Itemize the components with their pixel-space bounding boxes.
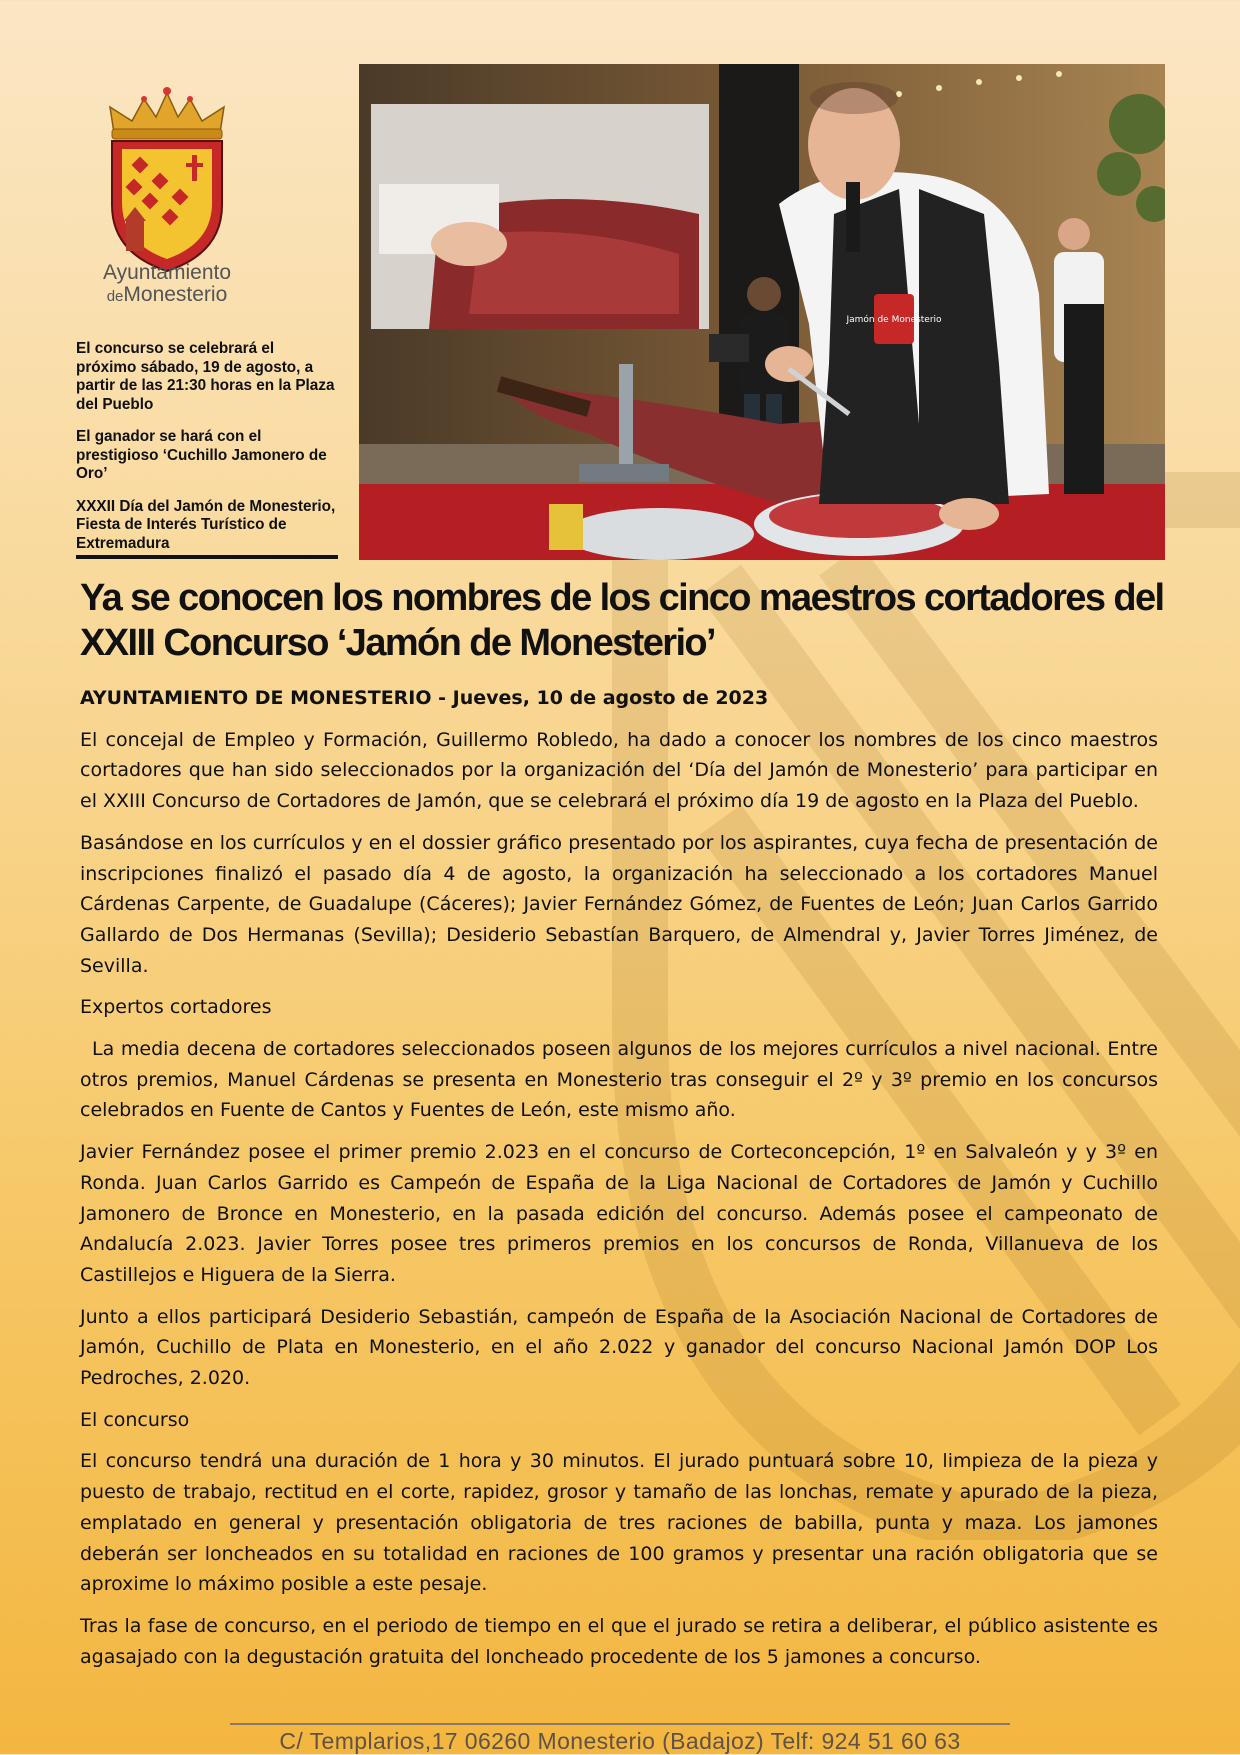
sidebar-highlights xyxy=(76,340,338,567)
logo-line-2-prefix: de xyxy=(106,288,124,305)
logo-wordmark xyxy=(72,262,262,308)
article-body xyxy=(80,683,1158,1683)
sidebar-item: El concurso se celebrará el próximo sábado, 19 de agosto, a partir de las 21:30 horas en la Plaza del Pueblo xyxy=(76,340,335,413)
crown-icon xyxy=(110,87,224,139)
footer-divider xyxy=(230,1723,1010,1725)
video-screen xyxy=(371,104,709,329)
section-heading: El concurso xyxy=(80,1408,190,1431)
sidebar-item: El ganador se hará con el prestigioso ‘Cuchillo Jamonero de Oro’ xyxy=(76,428,327,482)
article-paragraph: Javier Fernández posee el primer premio 2.023 en el concurso de Corteconcepción, 1º en Salvaleón y y 3º en Ronda. Juan Carlos Garrido es Campeón de España de la Liga Nacional de Cortadores de Jamón y Cuchillo Jamonero de Bronce en Monesterio, en la pasada edición del concurso. Además posee el campeonato de Andalucía 2.023. Javier Torres posee tres primeros premios en los concursos de Ronda, Villanueva de los Castillejos e Higuera de la Sierra. xyxy=(80,1141,1158,1286)
article-byline: AYUNTAMIENTO DE MONESTERIO - Jueves, 10 de agosto de 2023 xyxy=(80,687,769,709)
sidebar-item: XXXII Día del Jamón de Monesterio, Fiesta de Interés Turístico de Extremadura xyxy=(76,497,336,552)
article-paragraph: Tras la fase de concurso, en el periodo de tiempo en el que el jurado se retira a deliberar, el público asistente es agasajado con la degustación gratuita del loncheado procedente de los 5 jamones a concurso. xyxy=(80,1614,1158,1668)
article-paragraph: Basándose en los currículos y en el dossier gráfico presentado por los aspirantes, cuya fecha de presentación de inscripciones finalizó el pasado día 4 de agosto, la organización ha seleccionado a los cortadores Manuel Cárdenas Carpente, de Guadalupe (Cáceres); Javier Fernández Gómez, de Fuentes de León; Juan Carlos Garrido Gallardo de Dos Hermanas (Sevilla); Desiderio Sebastían Barquero, de Almendral y, Javier Torres Jiménez, de Sevilla. xyxy=(80,831,1158,977)
sidebar-divider xyxy=(76,555,338,559)
article-photo xyxy=(359,64,1165,560)
logo-line-2: Monesterio xyxy=(123,283,228,306)
article-paragraph: El concejal de Empleo y Formación, Guillermo Robledo, ha dado a conocer los nombres de los cinco maestros cortadores que han sido seleccionados por la organización del ‘Día del Jamón de Monesterio’ para participar en el XXIII Concurso de Cortadores de Jamón, que se celebrará el próximo día 19 de agosto en la Plaza del Pueblo. xyxy=(80,728,1158,813)
logo-line-1: Ayuntamiento xyxy=(102,261,232,284)
article-paragraph: El concurso tendrá una duración de 1 hora y 30 minutos. El jurado puntuará sobre 10, limpieza de la pieza y puesto de trabajo, rectitud en el corte, rapidez, grosor y tamaño de las lonchas, remate y apurado de la pieza, emplatado en general y presentación obligatoria de tres raciones de babilla, punta y maza. Los jamones deberán ser loncheados en su totalidad en raciones de 100 gramos y presentar una ración obligatoria que se aproxime lo máximo posible a este pesaje. xyxy=(80,1450,1158,1596)
apron-logo: Jamón de Monesterio xyxy=(846,315,942,325)
section-heading: Expertos cortadores xyxy=(80,996,272,1019)
article-paragraph: Junto a ellos participará Desiderio Sebastián, campeón de España de la Asociación Nacional de Cortadores de Jamón, Cuchillo de Plata en Monesterio, en el año 2.022 y ganador del concurso Nacional Jamón DOP Los Pedroches, 2.020. xyxy=(80,1305,1158,1390)
article-paragraph: La media decena de cortadores seleccionados poseen algunos de los mejores currículos a nivel nacional. Entre otros premios, Manuel Cárdenas se presenta en Monesterio tras conseguir el 2º y 3º premio en los concursos celebrados en Fuente de Cantos y Fuentes de León, este mismo año. xyxy=(80,1038,1158,1122)
footer-address: C/ Templarios,17 06260 Monesterio (Badajoz) Telf: 924 51 60 63 xyxy=(279,1728,961,1754)
article-headline: Ya se conocen los nombres de los cinco maestros cortadores del XXIII Concurso ‘Jamón de Monesterio’ xyxy=(80,577,1164,664)
